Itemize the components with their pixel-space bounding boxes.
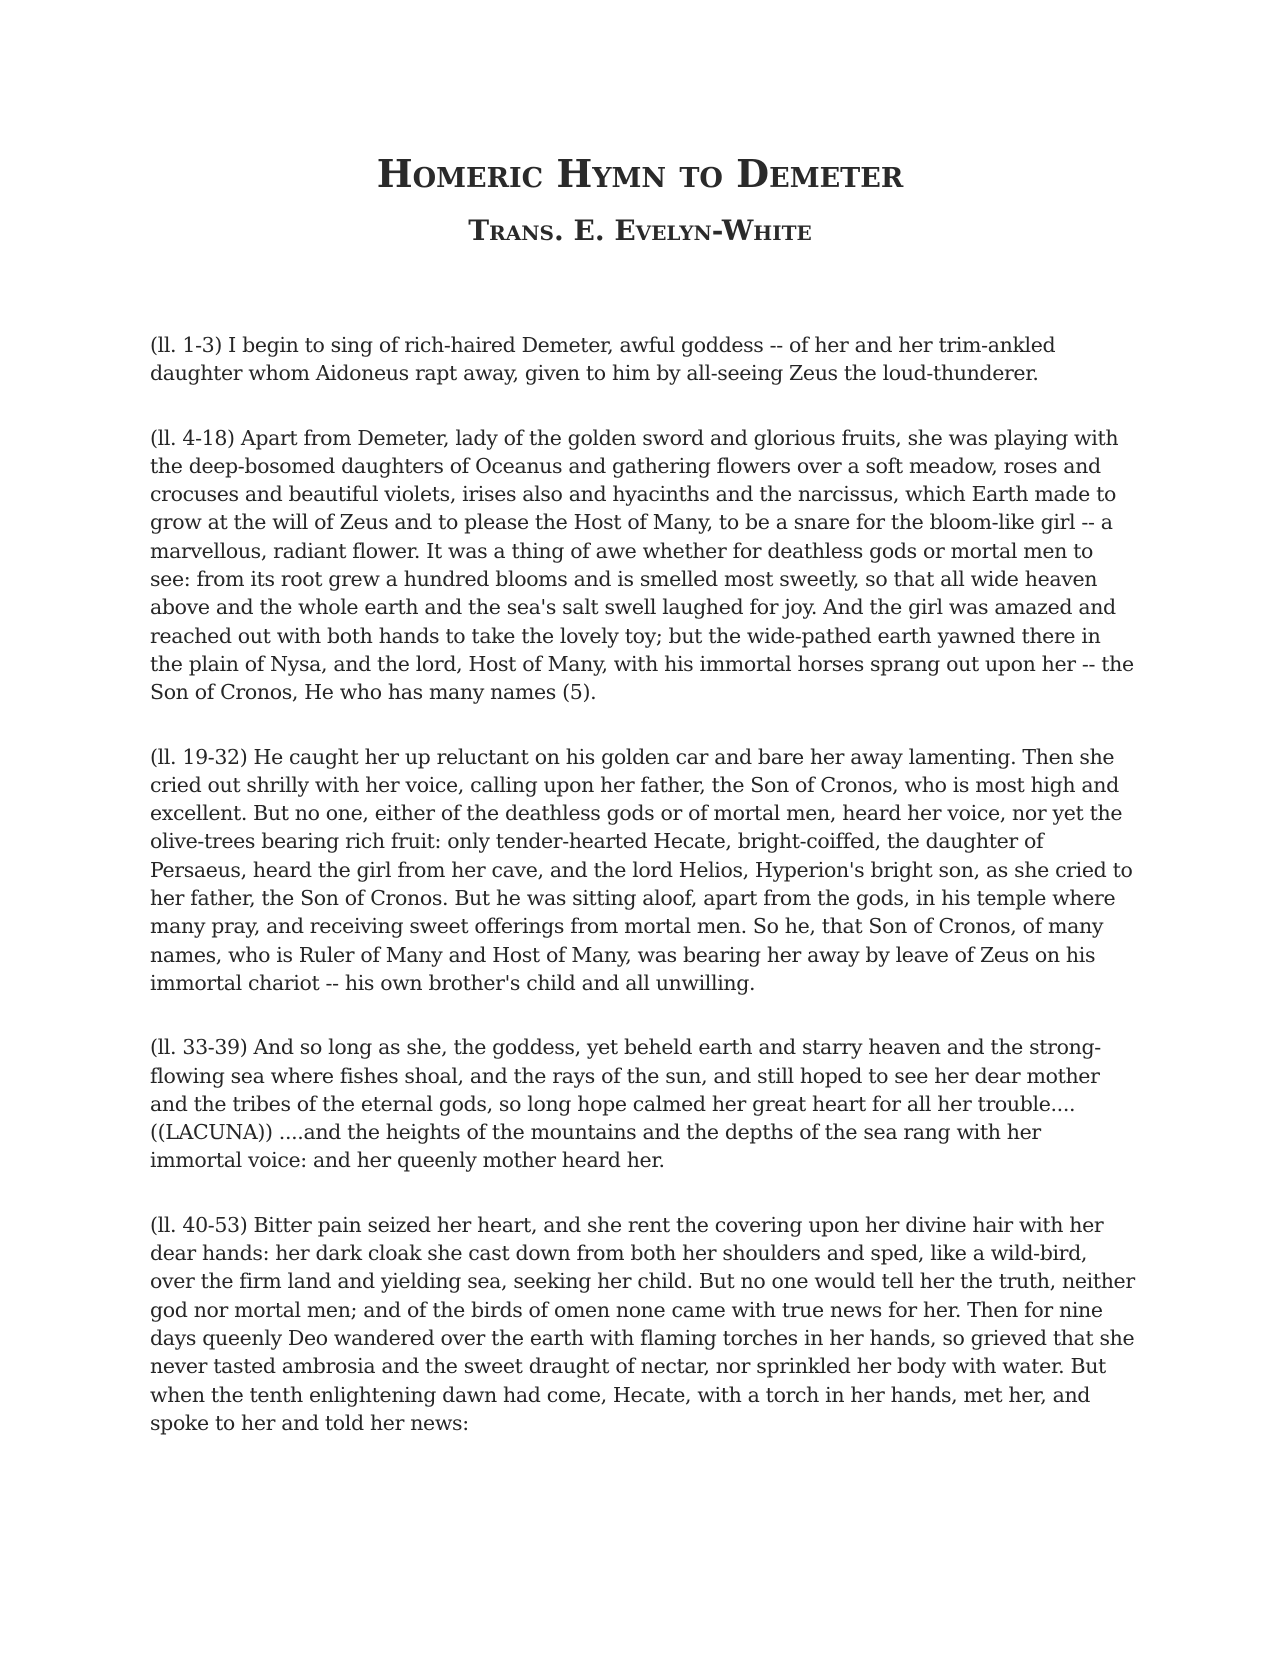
paragraph-ll-4-18: (ll. 4-18) Apart from Demeter, lady of the golden sword and glorious fruits, she was playing with the deep-bosomed daughters of Oceanus and gathering flowers over a soft meadow, roses and crocuses and beautiful violets, irises also and hyacinths and the narcissus, which Earth made to grow at the will of Zeus and to please the Host of Many, to be a snare for the bloom-like girl -- a marvellous, radiant flower. It was a thing of awe whether for deathless gods or mortal men to see: from its root grew a hundred blooms and is smelled most sweetly, so that all wide heaven above and the whole earth and the sea's salt swell laughed for joy. And the girl was amazed and reached out with both hands to take the lovely toy; but the wide-pathed earth yawned there in the plain of Nysa, and the lord, Host of Many, with his immortal horses sprang out upon her -- the Son of Cronos, He who has many names (5). bbox=[150, 425, 1134, 705]
document-title: Homeric Hymn to Demeter bbox=[376, 151, 904, 196]
document-body bbox=[150, 331, 1136, 1473]
paragraph-ll-33-39: (ll. 33-39) And so long as she, the goddess, yet beheld earth and starry heaven and the strong-flowing sea where fishes shoal, and the rays of the sun, and still hoped to see her dear mother and the tribes of the eternal gods, so long hope calmed her great heart for all her trouble.... ((LACUNA)) ....and the heights of the mountains and the depths of the sea rang with her immortal voice: and her queenly mother heard her. bbox=[150, 1035, 1101, 1173]
paragraph-ll-1-3: (ll. 1-3) I begin to sing of rich-haired Demeter, awful goddess -- of her and her trim-ankled daughter whom Aidoneus rapt away, given to him by all-seeing Zeus the loud-thunderer. bbox=[150, 333, 1056, 386]
paragraph-ll-19-32: (ll. 19-32) He caught her up reluctant on his golden car and bare her away lamenting. Then she cried out shrilly with her voice, calling upon her father, the Son of Cronos, who is most high and excellent. But no one, either of the deathless gods or of mortal men, heard her voice, nor yet the olive-trees bearing rich fruit: only tender-hearted Hecate, bright-coiffed, the daughter of Persaeus, heard the girl from her cave, and the lord Helios, Hyperion's bright son, as she cried to her father, the Son of Cronos. But he was sitting aloof, apart from the gods, in his temple where many pray, and receiving sweet offerings from mortal men. So he, that Son of Cronos, of many names, who is Ruler of Many and Host of Many, was bearing her away by leave of Zeus on his immortal chariot -- his own brother's child and all unwilling. bbox=[150, 744, 1133, 995]
paragraph-ll-40-53: (ll. 40-53) Bitter pain seized her heart, and she rent the covering upon her divine hair with her dear hands: her dark cloak she cast down from both her shoulders and sped, like a wild-bird, over the firm land and yielding sea, seeking her child. But no one would tell her the truth, neither god nor mortal men; and of the birds of omen none came with true news for her. Then for nine days queenly Deo wandered over the earth with flaming torches in her hands, so grieved that she never tasted ambrosia and the sweet draught of nectar, nor sprinkled her body with water. But when the tenth enlightening dawn had come, Hecate, with a torch in her hands, met her, and spoke to her and told her news: bbox=[150, 1212, 1135, 1435]
document-subtitle: Trans. E. Evelyn-White bbox=[468, 214, 812, 247]
